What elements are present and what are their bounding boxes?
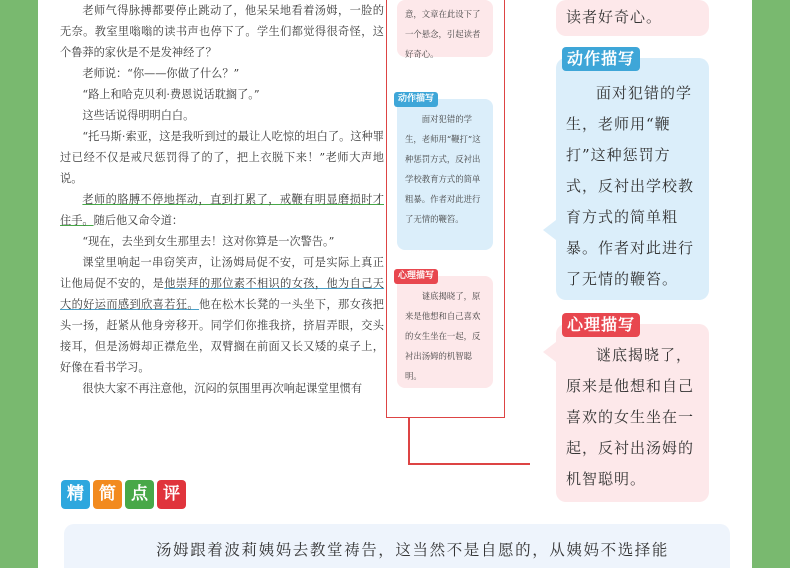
paragraph: 老师说：“你——你做了什么？” (82, 67, 240, 80)
note-text: 意，文章在此设下了一个悬念，引起读者好奇心。 (405, 9, 481, 59)
paragraph: “路上和哈克贝利·费恩说话耽搁了。” (82, 88, 260, 101)
review-comment-text: 汤姆跟着波莉姨妈去教堂祷告，这当然不是自愿的，从姨妈不选择能 (156, 541, 670, 559)
connector-line (408, 418, 410, 464)
big-note-psychology (556, 315, 709, 502)
note-text: 面对犯错的学生，老师用“鞭打”这种惩罚方式，反衬出学校教育方式的简单粗暴。作者对此进行了无情的鞭笞。 (566, 84, 695, 288)
main-text (60, 0, 384, 399)
review-char: 点 (125, 480, 154, 509)
text-span: 他在松木长凳的一头坐下，那女孩把头一扬，赶紧从他身旁移开。同学们你推我挤，挤眉弄眼，交头接耳，但是汤姆却正襟危坐，双臂搁在前面又长又矮的桌子上，好像在看书学习。 (60, 298, 384, 374)
review-label (61, 480, 186, 509)
note-text: 读者好奇心。 (566, 8, 663, 26)
paragraph (60, 252, 384, 378)
note-text: 谜底揭晓了，原来是他想和自己喜欢的女生坐在一起，反衬出汤姆的机智聪明。 (566, 346, 695, 488)
text-span: 课堂里响起一串窃笑声，让汤姆局促不安，可是实际上真正让他局促不安的，是 (60, 256, 384, 290)
review-comment-box (64, 524, 730, 568)
paragraph: 老师气得脉搏都要停止跳动了，他呆呆地看着汤姆，一脸的无奈。教室里嗡嗡的读书声也停下了。学生们都觉得很奇怪，这个鲁莽的家伙是不是发神经了？ (60, 4, 384, 59)
big-note-action (556, 49, 709, 300)
paragraph: 这些话说得明明白白。 (82, 109, 195, 122)
small-note-psychology (397, 271, 493, 388)
underlined-action: 老师的胳膊不停地挥动，直到打累了，戒鞭有明显磨损时才住手。 (60, 193, 384, 227)
note-tag: 动作描写 (394, 92, 438, 107)
paragraph: 很快大家不再注意他，沉闷的氛围里再次响起课堂里惯有 (82, 382, 363, 395)
callout-pointer (543, 220, 556, 240)
big-note-1 (556, 0, 709, 36)
paragraph: “托马斯·索亚，这是我听到过的最让人吃惊的坦白了。这种罪过已经不仅是戒尺惩罚得了的了，把上衣脱下来！”老师大声地说。 (60, 130, 384, 185)
paragraph (60, 189, 384, 231)
underlined-psychology: 他崇拜的那位素不相识的女孩，他为自己天大的好运而感到欣喜若狂。 (60, 277, 384, 311)
note-text: 面对犯错的学生，老师用“鞭打”这种惩罚方式，反衬出学校教育方式的简单粗暴。作者对此进行了无情的鞭笞。 (405, 114, 481, 224)
note-tag: 动作描写 (562, 47, 640, 71)
note-tag: 心理描写 (562, 313, 640, 337)
connector-line (408, 463, 530, 465)
small-note-action (397, 94, 493, 250)
small-note-1 (397, 0, 493, 57)
note-tag: 心理描写 (394, 269, 438, 284)
review-char: 评 (157, 480, 186, 509)
callout-pointer (543, 342, 556, 362)
review-char: 简 (93, 480, 122, 509)
paragraph: “现在，去坐到女生那里去！这对你算是一次警告。” (82, 235, 335, 248)
note-text: 谜底揭晓了，原来是他想和自己喜欢的女生坐在一起，反衬出汤姆的机智聪明。 (405, 291, 481, 381)
text-span: 随后他又命令道： (93, 214, 184, 227)
review-char: 精 (61, 480, 90, 509)
